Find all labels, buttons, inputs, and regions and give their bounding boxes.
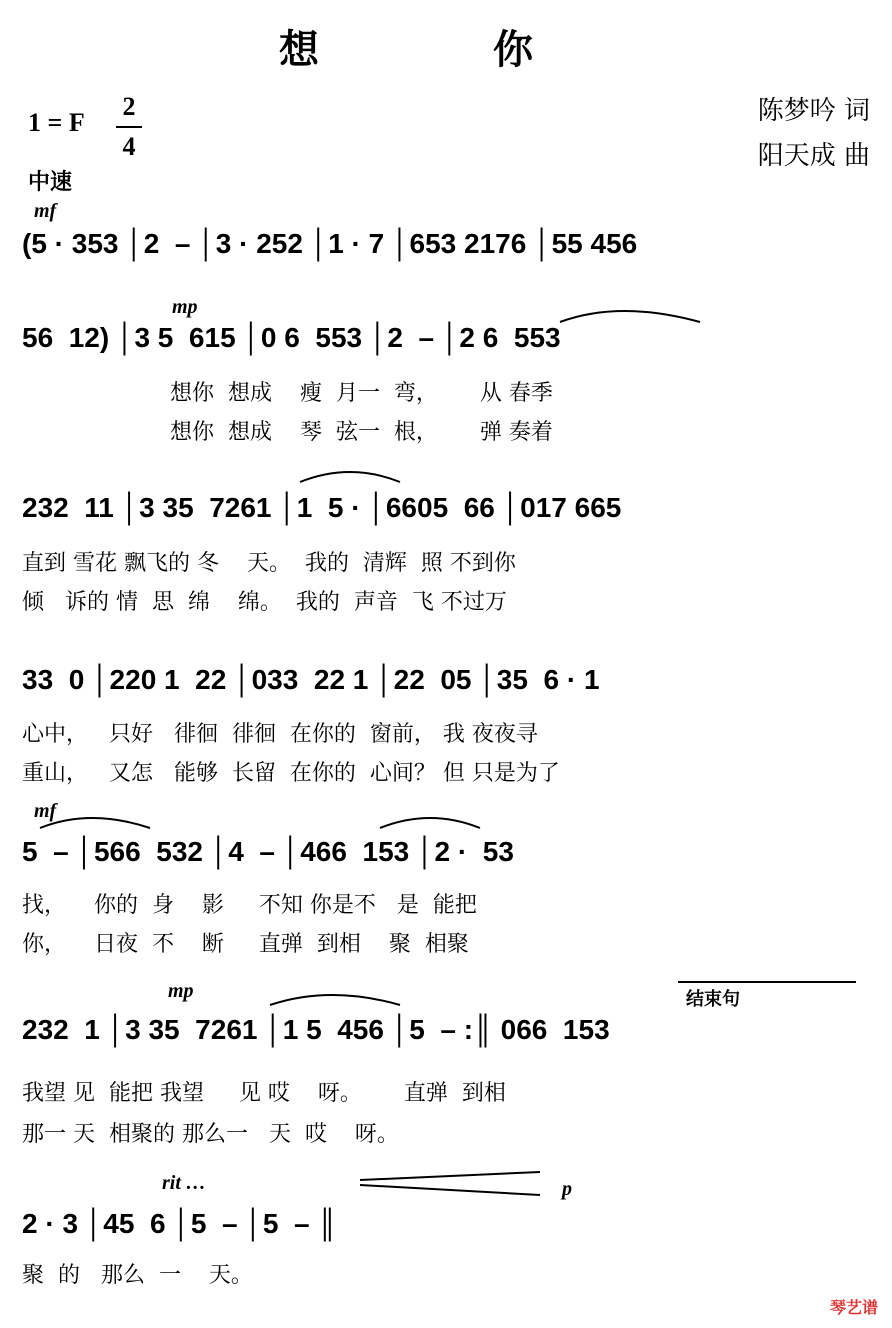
lyrics-line-2-verse-2: 想你 想成 琴 弦一 根， 弹 奏着 [170, 420, 553, 445]
slur-1 [300, 472, 400, 482]
tempo-marking: 中速 [28, 170, 73, 195]
lyrics-line-3-verse-2: 倾 诉的 情 思 绵 绵。 我的 声音 飞 不过万 [22, 590, 507, 615]
notes-line-1: (5 · 353 │2 – │3 · 252 │1 · 7 │653 2176 │55 456 [22, 228, 638, 259]
lyrics-line-7-verse-1: 聚 的 那么 一 天。 [22, 1263, 253, 1288]
dynamic-mf: mf [34, 200, 57, 222]
lyrics-line-6-verse-2: 那一 天 相聚的 那么一 天 哎 呀。 [22, 1122, 399, 1147]
lyrics-line-2-verse-1: 想你 想成 瘦 月一 弯， 从 春季 [170, 381, 553, 406]
slur-3 [40, 818, 150, 828]
time-top: 2 [122, 92, 136, 121]
notes-line-7: 2 · 3 │45 6 │5 – │5 – ║ [22, 1208, 338, 1239]
notes-line-4: 33 0 │220 1 22 │033 22 1 │22 05 │35 6 · 1 [22, 664, 600, 695]
composer: 阳天成 曲 [757, 141, 870, 171]
watermark-logo: 琴艺谱 [829, 1298, 878, 1317]
time-bottom: 4 [122, 132, 136, 161]
notes-line-3: 232 11 │3 35 7261 │1 5 · │6605 66 │017 665 [22, 492, 622, 523]
cresc-line-1 [360, 1172, 540, 1180]
notes-line-5: 5 – │566 532 │4 – │466 153 │2 · 53 [22, 836, 514, 867]
dynamic-mp-2: mp [168, 980, 194, 1002]
coda-label: 结束句 [686, 989, 740, 1010]
dynamic-p: p [562, 1178, 572, 1200]
lyrics-line-3-verse-1: 直到 雪花 飘飞的 冬 天。 我的 清辉 照 不到你 [22, 551, 516, 576]
dynamic-mp: mp [172, 296, 198, 318]
dynamic-mf-2: mf [34, 800, 57, 822]
lyrics-line-6-verse-1: 我望 见 能把 我望 见 哎 呀。 直弹 到相 [22, 1081, 506, 1106]
slur-2 [560, 311, 700, 322]
ritardando: rit … [162, 1172, 206, 1194]
lyrics-line-4-verse-2: 重山， 又怎 能够 长留 在你的 心间？ 但 只是为了 [22, 761, 560, 786]
lyricist: 陈梦吟 词 [757, 96, 870, 126]
song-title: 想 你 [279, 26, 613, 73]
lyrics-line-5-verse-2: 你， 日夜 不 断 直弹 到相 聚 相聚 [22, 932, 469, 957]
key-signature: 1 = F [28, 108, 85, 137]
lyrics-line-5-verse-1: 找， 你的 身 影 不知 你是不 是 能把 [22, 893, 477, 918]
notes-line-6: 232 1 │3 35 7261 │1 5 456 │5 – :║ 066 153 [22, 1014, 610, 1045]
lyrics-line-4-verse-1: 心中， 只好 徘徊 徘徊 在你的 窗前， 我 夜夜寻 [22, 722, 538, 747]
slur-5 [270, 995, 400, 1005]
cresc-line-2 [360, 1185, 540, 1195]
slur-4 [380, 818, 480, 828]
notes-line-2: 56 12) │3 5 615 │0 6 553 │2 – │2 6 553 [22, 322, 561, 353]
